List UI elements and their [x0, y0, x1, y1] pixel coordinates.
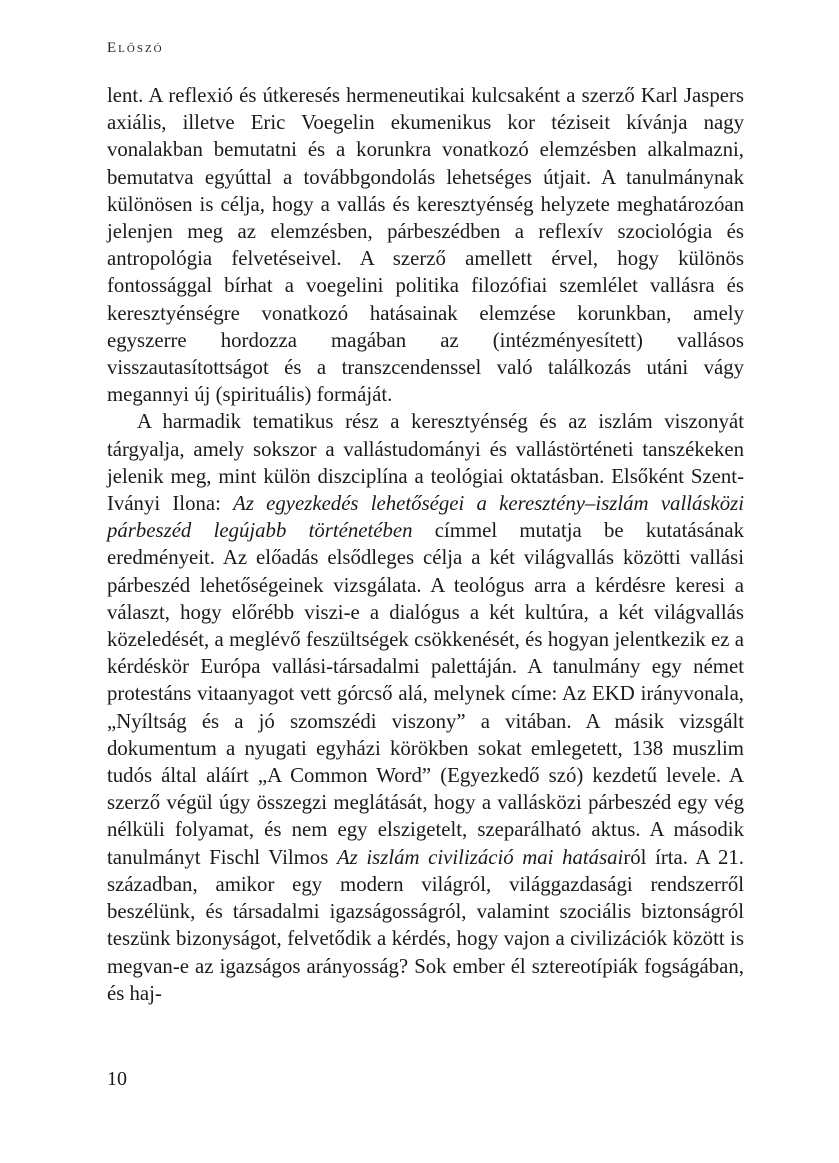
text-run: A harmadik tematikus rész a keresztyénség és az iszlám viszonyát tárgyalja, amely sokszor a vallástudományi és vallástörténeti tanszékeken jelenik meg, mint külön diszciplína a teológiai oktatásban. Elsőként Szent-Iványi Ilona: — [107, 410, 744, 516]
page-number: 10 — [107, 1068, 127, 1090]
text-run: ról írta. A 21. században, amikor egy modern világról, világgazdasági rendszerről beszélünk, és társadalmi igazságosságról, valamint szociális biztonságról teszünk bizonyságot, felvetődik a kérdés, hogy vajon a civilizációk között is megvan-e az igazságos arányosság? Sok ember él sztereotípiák fogságában, és haj- — [107, 845, 744, 1005]
italic-title: Az iszlám civilizáció mai hatásai — [336, 845, 624, 869]
body-text — [107, 82, 744, 1007]
text-run: lent. A reflexió és útkeresés hermeneutikai kulcsaként a szerző Karl Jaspers axiális, illetve Eric Voegelin ekumenikus kor téziseit kívánja nagy vonalakban bemutatni és a korunkra vonatkozó elemzésben alkalmazni, bemutatva egyúttal a továbbgondolás lehetséges útjait. A tanulmánynak különösen is célja, hogy a vallás és keresztyénség helyzete meghatározóan jelenjen meg az elemzésben, párbeszédben a reflexív szociológia és antropológia felvetéseivel. A szerző amellett érvel, hogy különös fontossággal bírhat a voegelini politika filozófiai szemlélet vallásra és keresztyénségre vonatkozó hatásainak elemzése korunkban, amely egyszerre hordozza magában az (intézményesített) vallásos visszautasítottságot és a transzcendenssel való találkozás utáni vágy megannyi új (spirituális) formáját. — [107, 84, 744, 407]
text-run: címmel mutatja be kutatásának eredményeit. Az előadás elsődleges célja a két világvallás közötti vallási párbeszéd lehetőségeinek vizsgálata. A teológus arra a kérdésre keresi a választ, hogy előrébb viszi-e a dialógus a két kultúra, a két világvallás közeledését, a meglévő feszültségek csökkenését, és hogyan jelentkezik ez a kérdéskör Európa vallási-társadalmi palettáján. A tanulmány egy német protestáns vitaanyagot vett górcső alá, melynek címe: Az EKD irányvonala, „Nyíltság és a jó szomszédi viszony” a vitában. A másik vizsgált dokumentum a nyugati egyházi körökben sokat emlegetett, 138 muszlim tudós által aláírt „A Common Word” (Egyezkedő szó) kezdetű levele. A szerző végül úgy összegzi meglátását, hogy a vallásközi párbeszéd egy vég nélküli folyamat, és nem egy elszigetelt, szeparálható aktus. A második tanulmányt Fischl Vilmos — [107, 519, 744, 869]
italic-title: Az egyezkedés lehetőségei a keresztény–iszlám vallásközi párbeszéd legújabb történetében — [107, 492, 744, 543]
running-head: Előszó — [107, 40, 164, 56]
paragraph — [107, 408, 744, 1006]
paragraph — [107, 82, 744, 408]
